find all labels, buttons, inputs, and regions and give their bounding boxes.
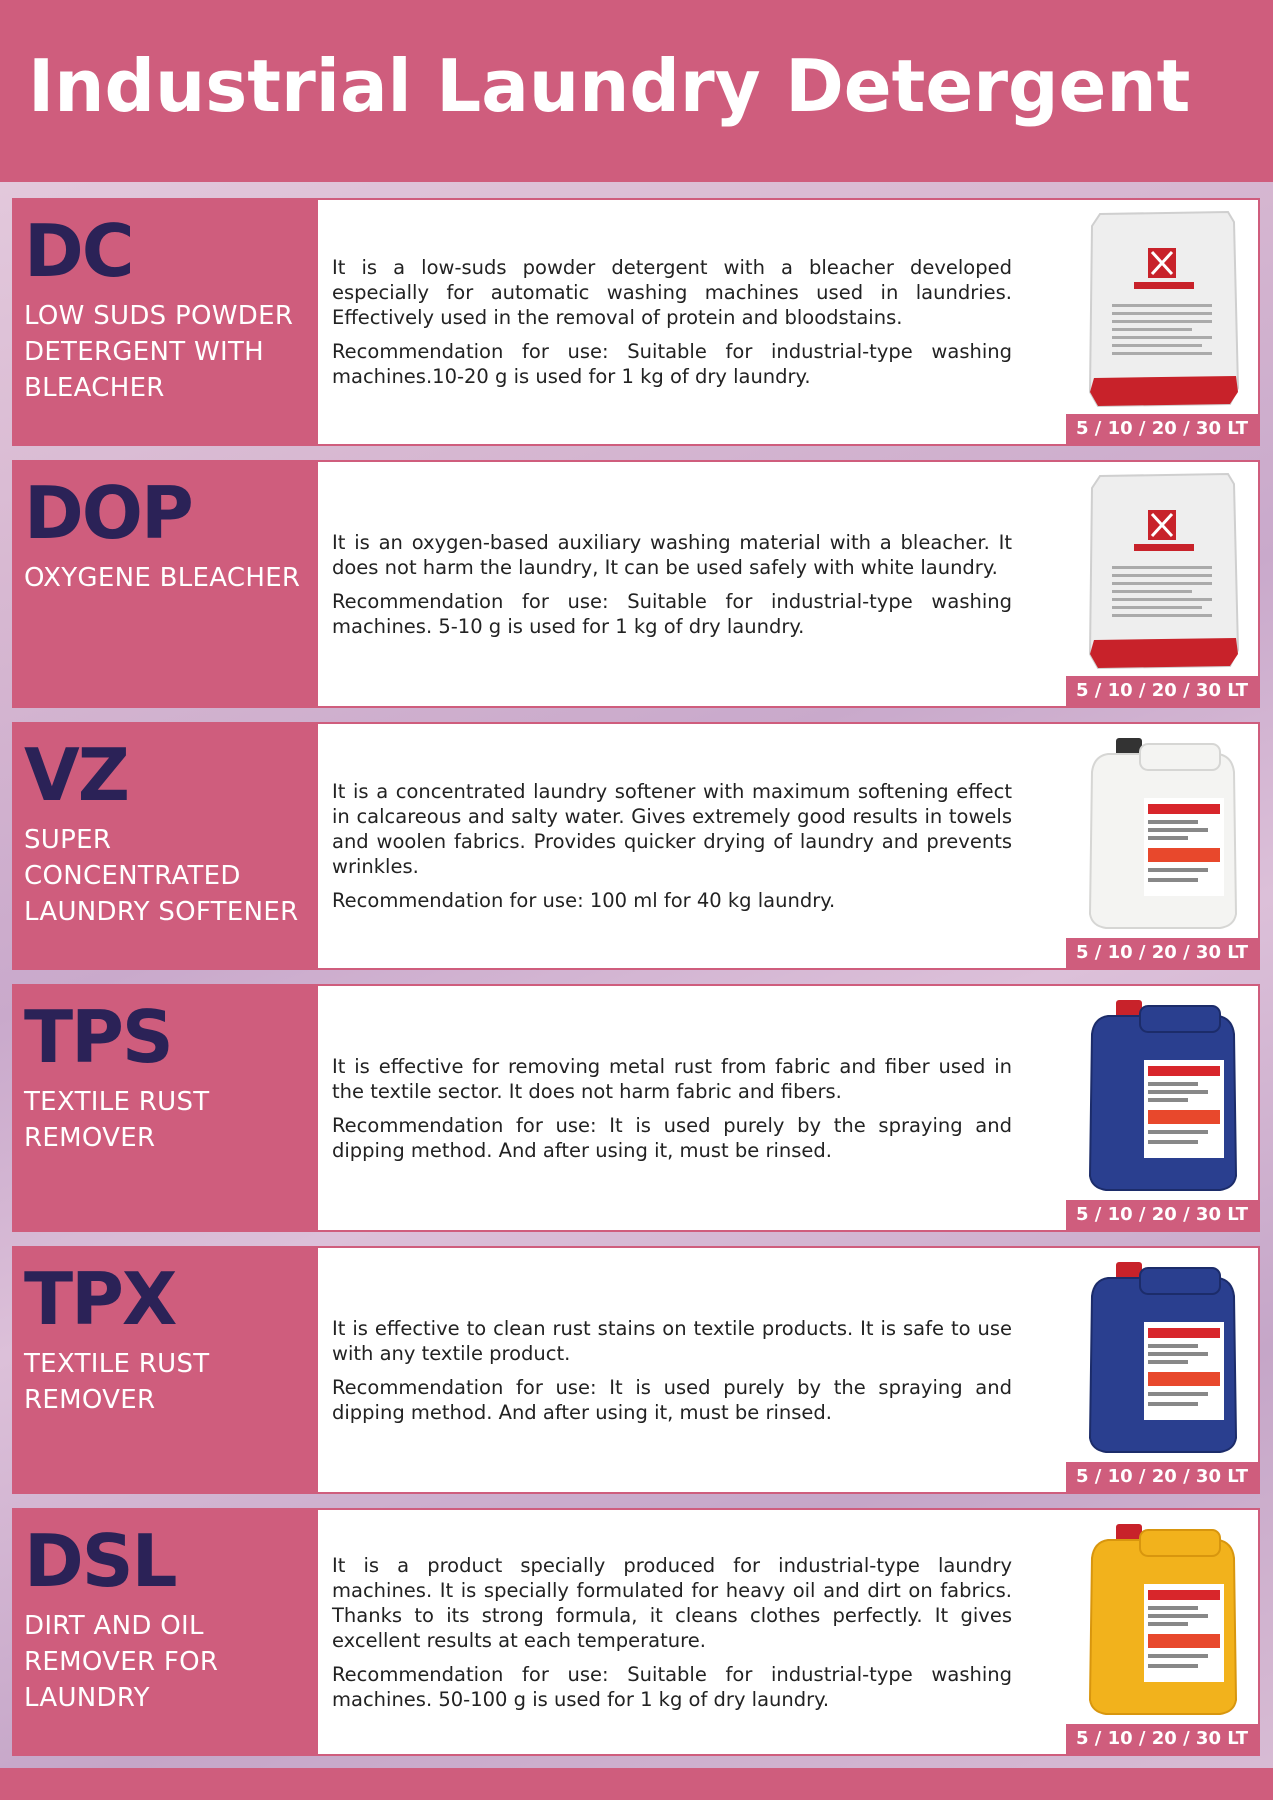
product-name: SUPER CONCENTRATED LAUNDRY SOFTENER xyxy=(24,825,299,927)
product-description-block xyxy=(332,724,1012,968)
usage-recommendation: Recommendation for use: Suitable for industrial-type washing machines. 50-100 g is used for 1 kg of dry laundry. xyxy=(332,1662,1012,1711)
canister-image xyxy=(1078,732,1248,932)
product-name: TEXTILE RUST REMOVER xyxy=(24,1349,210,1415)
detergent-bag-image xyxy=(1078,208,1248,408)
product-code: DOP xyxy=(24,471,192,555)
product-card xyxy=(14,462,1258,706)
usage-recommendation: Recommendation for use: Suitable for industrial-type washing machines. 5-10 g is used for 1 kg of dry laundry. xyxy=(332,589,1012,638)
product-label-panel xyxy=(14,1510,318,1754)
page-title: Industrial Laundry Detergent xyxy=(28,44,1191,128)
page-footer xyxy=(0,1768,1273,1800)
product-label-panel xyxy=(14,986,318,1230)
usage-recommendation: Recommendation for use: 100 ml for 40 kg laundry. xyxy=(332,889,836,912)
product-description: It is a concentrated laundry softener with maximum softening effect in calcareous and salty water. Gives extremely good results in towels and woolen fabrics. Provides quicker drying of laundry and prevents wrinkles. xyxy=(332,780,1012,878)
product-description-block xyxy=(332,1510,1012,1754)
product-description: It is a product specially produced for industrial-type laundry machines. It is specially formulated for heavy oil and dirt on fabrics. Thanks to its strong formula, it cleans clothes perfectly. It gives excellent results at each temperature. xyxy=(332,1553,1012,1652)
product-image xyxy=(1078,208,1248,408)
product-description-block xyxy=(332,200,1012,444)
product-description: It is an oxygen-based auxiliary washing material with a bleacher. It does not harm the laundry, It can be used safely with white laundry. xyxy=(332,530,1012,579)
usage-recommendation: Recommendation for use: It is used purely by the spraying and dipping method. And after using it, must be rinsed. xyxy=(332,1113,1012,1162)
product-image xyxy=(1078,1518,1248,1718)
product-label-panel xyxy=(14,724,318,968)
product-card xyxy=(14,986,1258,1230)
product-card xyxy=(14,724,1258,968)
product-name: LOW SUDS POWDER DETERGENT WITH BLEACHER xyxy=(24,301,294,403)
product-label-panel xyxy=(14,1248,318,1492)
canister-image xyxy=(1078,1518,1248,1718)
usage-recommendation: Recommendation for use: It is used purely by the spraying and dipping method. And after using it, must be rinsed. xyxy=(332,1375,1012,1424)
product-card xyxy=(14,1248,1258,1492)
detergent-bag-image xyxy=(1078,470,1248,670)
size-badge: 5 / 10 / 20 / 30 LT xyxy=(1066,1462,1258,1492)
product-card xyxy=(14,200,1258,444)
product-image xyxy=(1078,994,1248,1194)
product-description: It is effective for removing metal rust from fabric and fiber used in the textile sector. It does not harm fabric and fibers. xyxy=(332,1054,1012,1103)
product-code: TPS xyxy=(24,995,172,1079)
canister-image xyxy=(1078,1256,1248,1456)
product-code: DC xyxy=(24,209,133,293)
product-label-panel xyxy=(14,200,318,444)
product-image xyxy=(1078,470,1248,670)
size-badge: 5 / 10 / 20 / 30 LT xyxy=(1066,1200,1258,1230)
size-badge: 5 / 10 / 20 / 30 LT xyxy=(1066,414,1258,444)
product-description: It is a low-suds powder detergent with a bleacher developed especially for automatic washing machines used in laundries. Effectively used in the removal of protein and bloodstains. xyxy=(332,256,1012,329)
product-code: TPX xyxy=(24,1257,176,1341)
product-name: DIRT AND OIL REMOVER FOR LAUNDRY xyxy=(24,1611,219,1713)
product-name: TEXTILE RUST REMOVER xyxy=(24,1087,210,1153)
product-card xyxy=(14,1510,1258,1754)
product-code: VZ xyxy=(24,733,128,817)
size-badge: 5 / 10 / 20 / 30 LT xyxy=(1066,1724,1258,1754)
product-code: DSL xyxy=(24,1519,176,1603)
product-image xyxy=(1078,732,1248,932)
size-badge: 5 / 10 / 20 / 30 LT xyxy=(1066,676,1258,706)
canister-image xyxy=(1078,994,1248,1194)
product-description-block xyxy=(332,1248,1012,1492)
size-badge: 5 / 10 / 20 / 30 LT xyxy=(1066,938,1258,968)
page-header xyxy=(0,0,1273,182)
usage-recommendation: Recommendation for use: Suitable for industrial-type washing machines.10-20 g is used for 1 kg of dry laundry. xyxy=(332,340,1012,388)
product-description-block xyxy=(332,462,1012,706)
product-image xyxy=(1078,1256,1248,1456)
product-description: It is effective to clean rust stains on textile products. It is safe to use with any textile product. xyxy=(332,1316,1012,1365)
product-label-panel xyxy=(14,462,318,706)
product-name: OXYGENE BLEACHER xyxy=(24,563,301,593)
product-description-block xyxy=(332,986,1012,1230)
